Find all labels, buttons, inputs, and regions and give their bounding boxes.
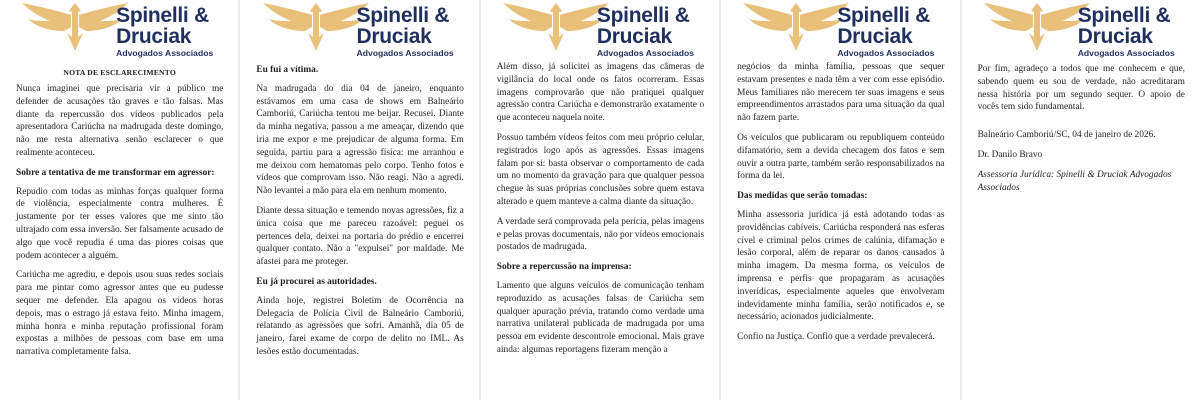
spacer <box>978 121 1185 129</box>
brand-name-line2: Druciak <box>1077 24 1153 48</box>
page-1 <box>0 0 238 400</box>
section-heading: Sobre a tentativa de me transformar em agressor: <box>16 167 215 178</box>
page-1-body <box>16 83 223 359</box>
brand-name-line1: Spinelli & <box>837 3 930 27</box>
signatory-name: Dr. Danilo Bravo <box>977 149 1043 160</box>
firm-brand-text <box>837 5 934 58</box>
eagle-logo-icon <box>261 0 371 53</box>
brand-subtitle: Advogados Associados <box>837 47 935 58</box>
paragraph: Repudio com todas as minhas forças qualquer forma de violência, especialmente contra mulheres. É justamente por ter esses valores que me sinto tão ultrajado com essa inversão. Ser falsamente acusado de algo que você repudia é uma das piores coisas que podem acontecer a alguém. <box>16 186 224 261</box>
section-heading: Eu já procurei as autoridades. <box>256 276 377 287</box>
firm-brand-text <box>597 5 694 58</box>
firm-logo <box>731 0 944 62</box>
paragraph: Além disso, já solicitei as imagens das câmeras de vigilância do local onde os fatos ocorreram. Essas imagens comprovarão que não pratiquei qualquer agressão contra Cariúcha e demonstrarão exatamente o que aconteceu naquela noite. <box>496 62 705 124</box>
paragraph: Cariúcha me agrediu, e depois usou suas redes sociais para me pintar como agressor antes que eu pudesse sequer me defender. Ela apagou os vídeos horas depois, mas o estrago já estava feito. Minha imagem, minha honra e minha reputação profissional foram expostas a milhões de pessoas com base em uma narrativa completamente falsa. <box>16 270 224 358</box>
eagle-logo-icon <box>501 0 611 53</box>
paragraph: Ainda hoje, registrei Boletim de Ocorrência na Delegacia de Polícia Civil de Balneário Camboriú, relatando as agressões que sofri. Amanhã, dia 05 de janeiro, farei exame de corpo de delito no IML. As lesões estão documentadas. <box>256 295 464 357</box>
brand-subtitle: Advogados Associados <box>356 47 454 58</box>
brand-subtitle: Advogados Associados <box>596 47 695 58</box>
paragraph: A verdade será comprovada pela perícia, pelas imagens e pelas provas documentais, não por vídeos emocionais postados de madrugada. <box>496 216 705 253</box>
firm-logo <box>10 0 223 62</box>
eagle-logo-icon <box>982 0 1092 53</box>
brand-name-line1: Spinelli & <box>596 3 690 27</box>
page-2 <box>240 0 478 400</box>
firm-brand-text <box>357 5 454 58</box>
brand-name-line1: Spinelli & <box>1077 3 1171 27</box>
date-line: Balneário Camboriú/SC, 04 de janeiro de 2026. <box>977 130 1156 141</box>
page-4 <box>721 0 959 400</box>
firm-brand-text <box>116 5 213 58</box>
eagle-logo-icon <box>20 0 130 53</box>
page-5-body <box>978 63 1185 194</box>
firm-logo <box>491 0 704 62</box>
paragraph: Nunca imaginei que precisaria vir a público me defender de acusações tão graves e tão falsas. Mas diante da repercussão dos vídeos publicados pela apresentadora Cariúcha na madrugada deste domingo, não me resta alternativa senão esclarecer o que realmente aconteceu. <box>16 84 224 158</box>
brand-name-line2: Druciak <box>837 24 913 48</box>
section-heading: Das medidas que serão tomadas: <box>737 191 868 202</box>
page-3-body <box>497 61 704 357</box>
document-title: NOTA DE ESCLARECIMENTO <box>63 68 176 77</box>
paragraph: Na madrugada do dia 04 de janeiro, enquanto estávamos em uma casa de shows em Balneário Camboriú, Cariúcha tentou me beijar. Recusei. Diante da minha negativa, passou a me ameaçar, dizendo que iria me expor e me prejudicar de alguma forma. Em seguida, partiu para a agressão física: me arranhou e me deixou com hematomas pelo corpo. Tenho fotos e vídeos que comprovam isso. Não reagi. Não a agredi. Não levantei a mão para ela em nenhum momento. <box>256 83 464 197</box>
page-3 <box>481 0 719 400</box>
brand-subtitle: Advogados Associados <box>116 47 214 58</box>
brand-name-line2: Druciak <box>356 24 432 48</box>
legal-advisor-line: Assessoria Jurídica: Spinelli & Druciak Advogados Associados <box>977 169 1172 193</box>
paragraph: Minha assessoria jurídica já está adotando todas as providências cabíveis. Cariúcha responderá nas esferas cível e criminal pelos crimes de calúnia, difamação e lesão corporal, além de reparar os danos causados à minha imagem. Da mesma forma, os veículos de imprensa e perfis que propagaram as acusações inverídicas, especialmente aqueles que envolveram indevidamente minha família, serão notificados e, se necessário, acionados judicialmente. <box>737 209 945 323</box>
page-4-body <box>737 61 944 344</box>
brand-subtitle: Advogados Associados <box>1077 47 1175 58</box>
page-2-body <box>256 64 463 359</box>
firm-brand-text <box>1078 5 1175 58</box>
brand-name-line1: Spinelli & <box>116 3 209 27</box>
page-5 <box>962 0 1200 400</box>
paragraph: Lamento que alguns veículos de comunicação tenham reproduzido as acusações falsas de Cariúcha sem qualquer apuração prévia, tratando como verdade uma narrativa unilateral publicada de madrugada por uma pessoa em evidente descontrole emocional. Mais grave ainda: algumas reportagens fizeram menção a <box>496 280 705 355</box>
paragraph: Os veículos que publicaram ou republiquem conteúdo difamatório, sem a devida checagem dos fatos e sem ouvir a outra parte, também serão responsabilizados na forma da lei. <box>737 132 945 182</box>
section-heading: Eu fui a vítima. <box>256 65 319 75</box>
paragraph: negócios da minha família, pessoas que sequer estavam presentes e nada têm a ver com esse episódio. Meus familiares não merecem ter suas imagens e seus empreendimentos arrastados para uma situação da qual não fazem parte. <box>737 62 945 124</box>
firm-logo <box>972 0 1185 62</box>
paragraph: Possuo também vídeos feitos com meu próprio celular, registrados logo após as agressões. Essas imagens falam por si: basta observar o comportamento de cada um no momento da gravação para que qualquer pessoa chegue às suas próprias conclusões sobre quem estava alterado e quem manteve a calma diante da situação. <box>496 132 705 207</box>
eagle-logo-icon <box>741 0 851 53</box>
brand-name-line2: Druciak <box>116 24 192 48</box>
section-heading: Sobre a repercussão na imprensa: <box>496 262 632 273</box>
paragraph: Diante dessa situação e temendo novas agressões, fiz a única coisa que me pareceu razoável: peguei os pertences dela, deixei na portaria do prédio e encerrei qualquer contato. Não a "expulsei" por maldade. Me afastei para me proteger. <box>256 205 464 268</box>
firm-logo <box>250 0 463 62</box>
paragraph: Confio na Justiça. Confio que a verdade prevalecerá. <box>737 332 935 343</box>
brand-name-line2: Druciak <box>596 24 672 48</box>
paragraph: Por fim, agradeço a todos que me conhecem e que, sabendo quem eu sou de verdade, não acreditaram nessa história por um segundo sequer. O apoio de vocês tem sido fundamental. <box>977 64 1185 113</box>
brand-name-line1: Spinelli & <box>356 3 450 27</box>
